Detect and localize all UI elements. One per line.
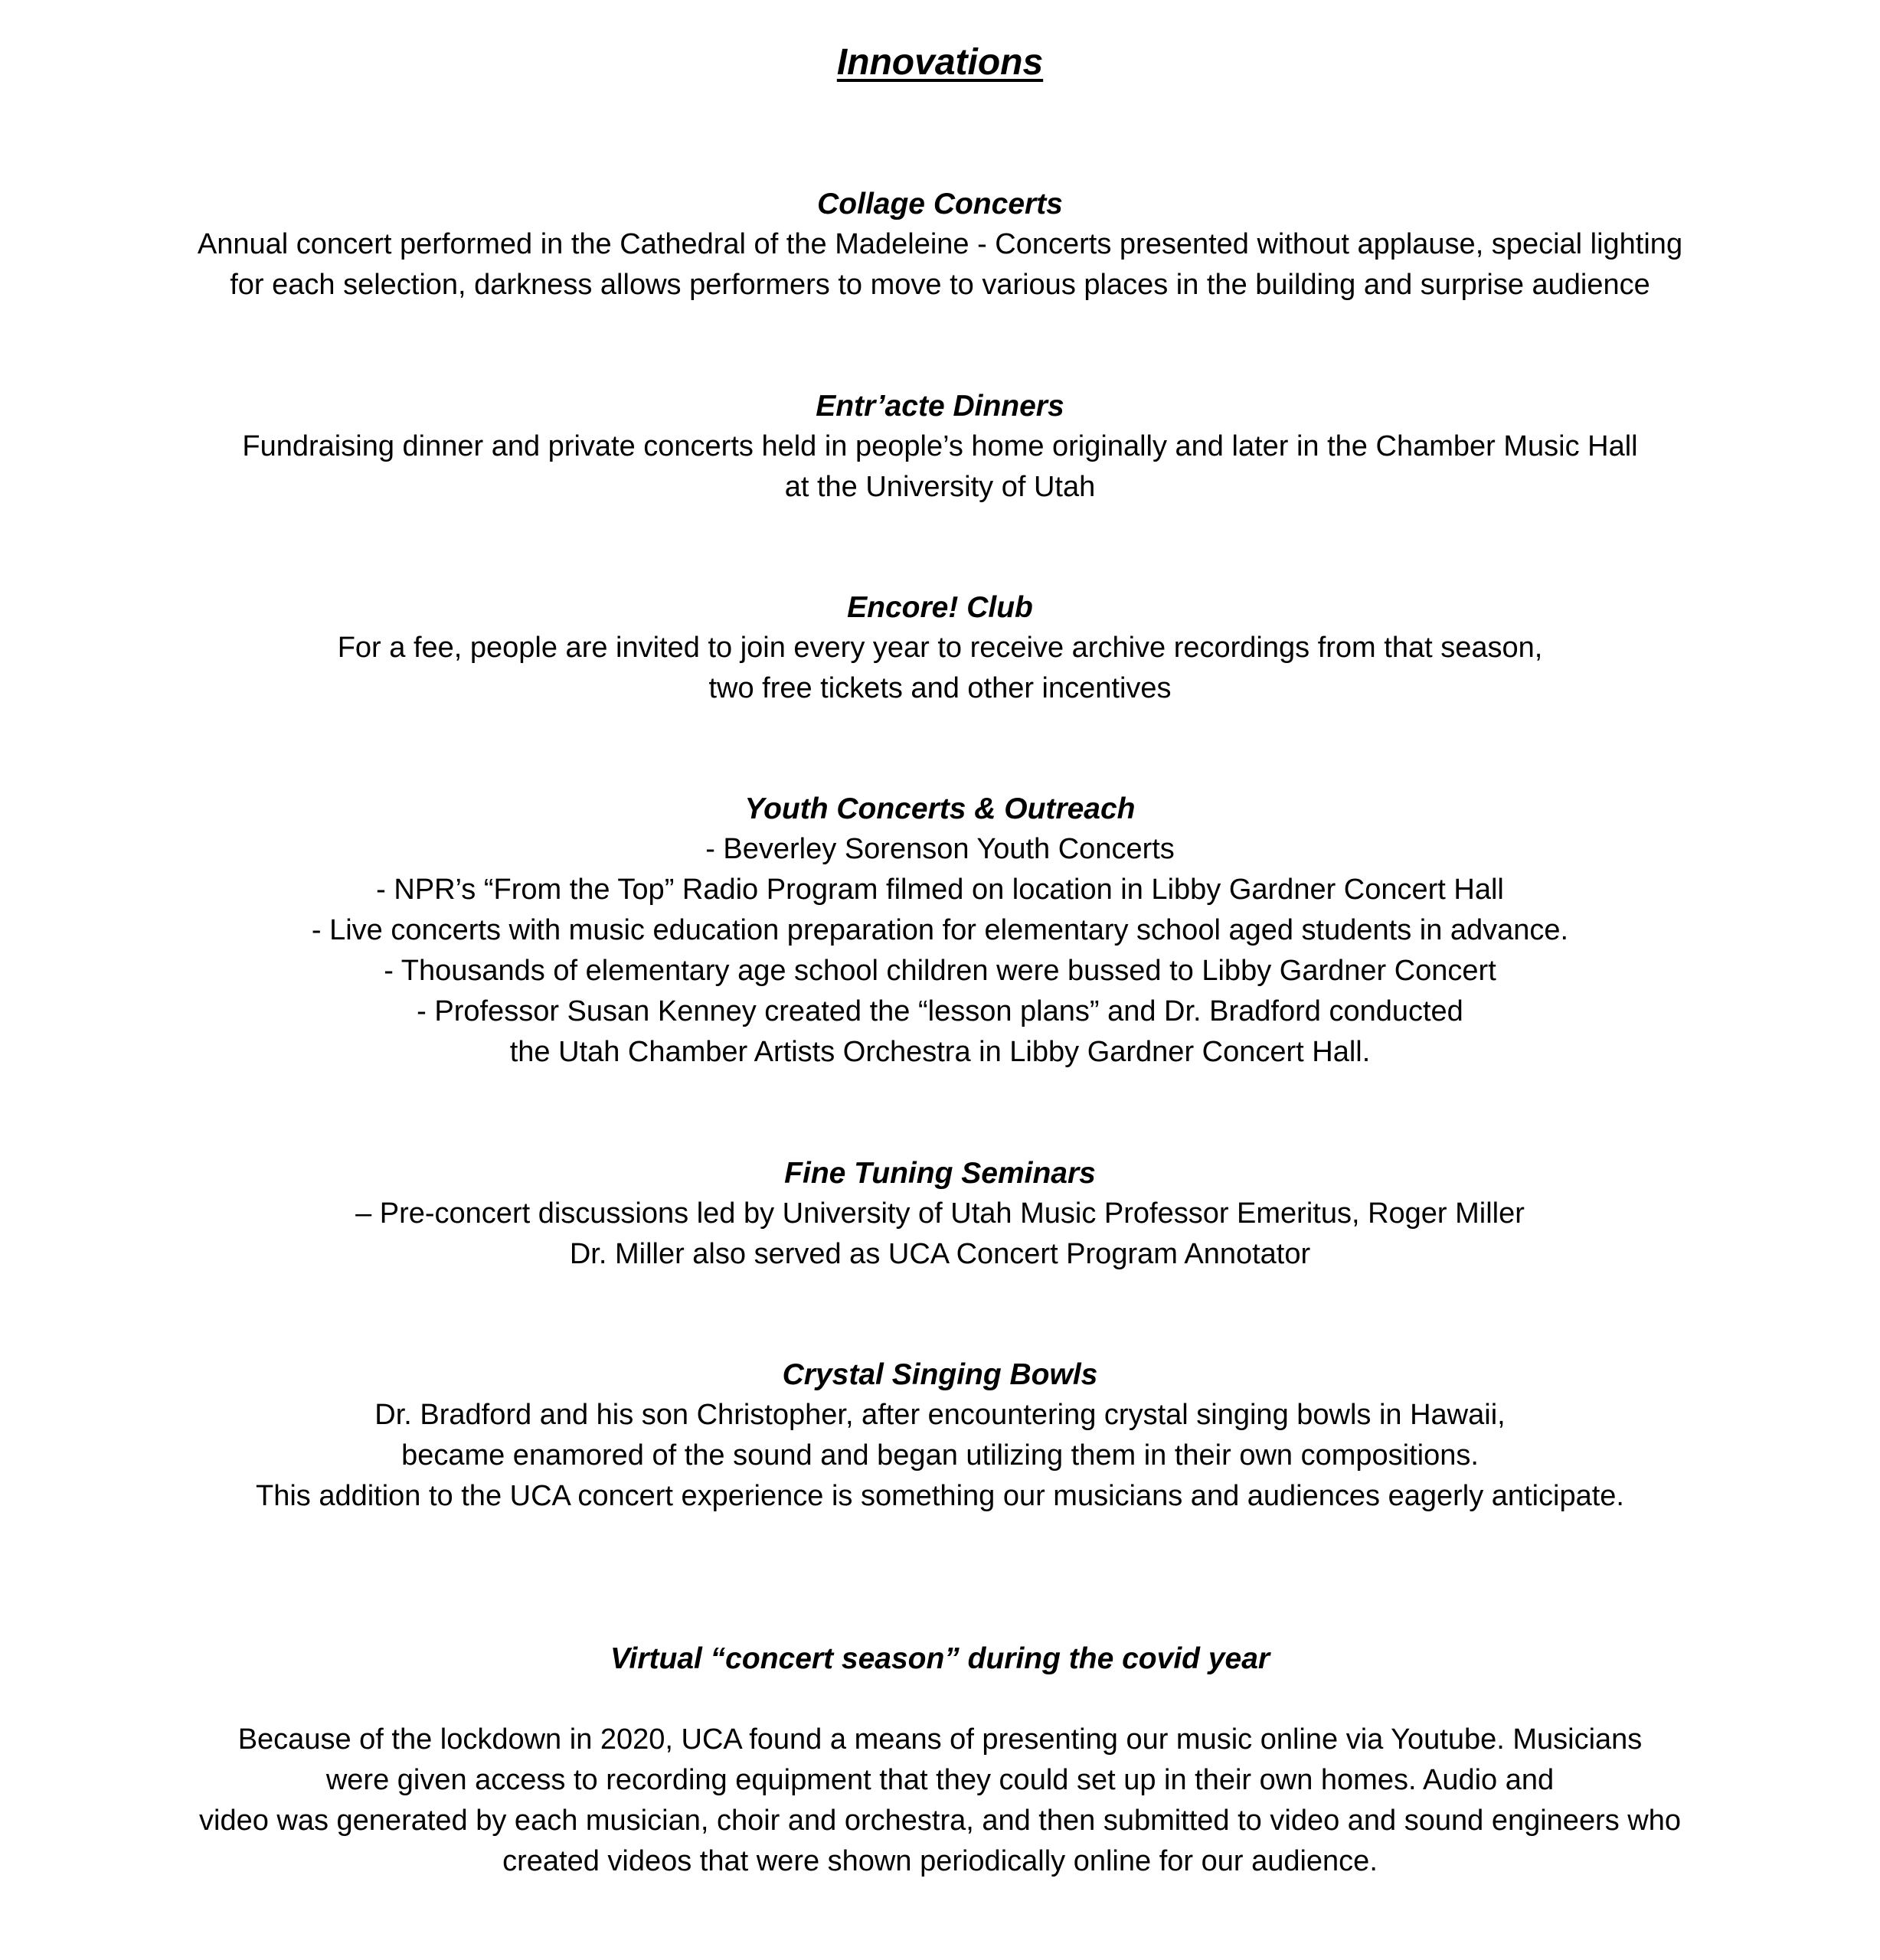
section-heading: Crystal Singing Bowls [782,1358,1098,1391]
section-text-line: For a fee, people are invited to join every year to receive archive recordings from that season, [337,632,1543,664]
section-heading: Fine Tuning Seminars [784,1157,1096,1190]
section-text-line: Annual concert performed in the Cathedral of the Madeleine - Concerts presented without applause, special lighting [197,228,1683,260]
section-text-line: This addition to the UCA concert experience is something our musicians and audiences eagerly anticipate. [255,1480,1624,1512]
section-text-line: for each selection, darkness allows performers to move to various places in the building and surprise audience [230,269,1650,301]
section-text-line: created videos that were shown periodically online for our audience. [502,1845,1378,1877]
spacer [0,1679,1880,1720]
section-text-line: at the University of Utah [784,471,1096,503]
section-collage-concerts [0,184,1880,305]
section-entracte-dinners [0,386,1880,508]
section-text-line: Dr. Bradford and his son Christopher, after encountering crystal singing bowls in Hawaii, [374,1399,1506,1431]
section-text-line: Fundraising dinner and private concerts held in people’s home originally and later in the Chamber Music Hall [242,430,1638,462]
section-heading: Collage Concerts [817,188,1063,220]
list-item: - Live concerts with music education preparation for elementary school aged students in advance. [311,914,1569,946]
section-encore-club [0,587,1880,709]
section-text-line: were given access to recording equipment that they could set up in their own homes. Audio and [325,1764,1555,1796]
list-item: - Thousands of elementary age school children were bussed to Libby Gardner Concert [384,955,1496,987]
section-fine-tuning-seminars [0,1153,1880,1275]
list-item: - Professor Susan Kenney created the “lesson plans” and Dr. Bradford conducted [417,995,1463,1027]
section-text-line: Because of the lockdown in 2020, UCA found a means of presenting our music online via Youtube. Musicians [237,1723,1643,1756]
section-heading: Encore! Club [847,591,1033,624]
list-item-continuation: the Utah Chamber Artists Orchestra in Libby Gardner Concert Hall. [509,1036,1371,1068]
section-text-line: two free tickets and other incentives [708,672,1172,704]
section-crystal-singing-bowls [0,1354,1880,1517]
list-item: - Beverley Sorenson Youth Concerts [705,833,1175,865]
section-virtual-concert-season [0,1638,1880,1882]
section-heading: Entr’acte Dinners [816,390,1064,423]
section-youth-concerts-outreach [0,789,1880,1073]
section-text-line: video was generated by each musician, choir and orchestra, and then submitted to video and sound engineers who [199,1805,1681,1837]
section-text-line: Dr. Miller also served as UCA Concert Program Annotator [569,1238,1311,1270]
list-item: - NPR’s “From the Top” Radio Program filmed on location in Libby Gardner Concert Hall [376,874,1504,906]
page-title: Innovations [836,42,1044,83]
section-text-line: became enamored of the sound and began utilizing them in their own compositions. [401,1439,1479,1472]
section-heading: Youth Concerts & Outreach [744,792,1136,825]
section-heading: Virtual “concert season” during the covid year [610,1642,1270,1675]
section-text-line: – Pre-concert discussions led by University of Utah Music Professor Emeritus, Roger Miller [355,1197,1525,1230]
